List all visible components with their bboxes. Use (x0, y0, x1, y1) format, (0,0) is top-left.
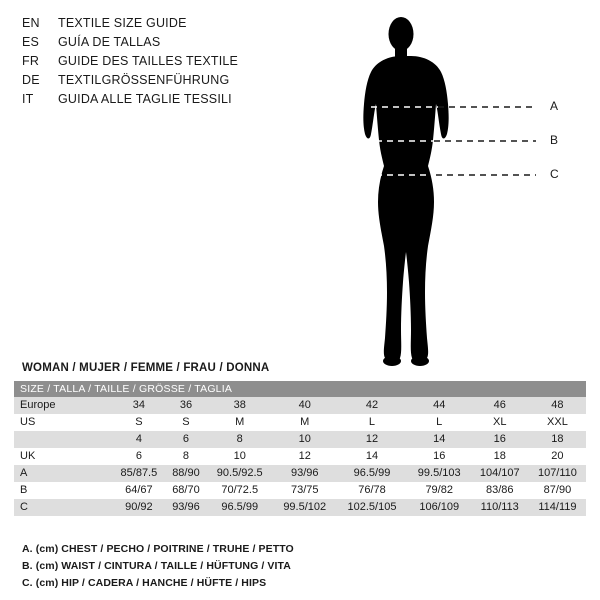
language-title: GUIDE DES TAILLES TEXTILE (58, 54, 239, 68)
row-label: Europe (14, 397, 112, 414)
table-row (14, 397, 586, 414)
language-code: IT (22, 92, 34, 106)
note-chest: A. (cm) CHEST / PECHO / POITRINE / TRUHE / PETTO (22, 543, 294, 555)
table-cell: 8 (206, 431, 273, 448)
table-cell: XXL (529, 414, 586, 431)
table-cell: 40 (273, 397, 336, 414)
table-cell: 90.5/92.5 (206, 465, 273, 482)
table-header-label: SIZE / TALLA / TAILLE / GRÖSSE / TAGLIA (14, 381, 586, 397)
measure-label-a: A (550, 99, 559, 113)
measure-label-c: C (550, 167, 559, 181)
row-label: A (14, 465, 112, 482)
table-cell: 93/96 (166, 499, 206, 516)
table-cell: S (166, 414, 206, 431)
row-label: C (14, 499, 112, 516)
table-cell: M (206, 414, 273, 431)
table-cell: 12 (336, 431, 408, 448)
table-cell: 96.5/99 (206, 499, 273, 516)
table-cell: 99.5/103 (408, 465, 471, 482)
size-table (14, 381, 586, 516)
table-cell: S (112, 414, 166, 431)
table-header-row (14, 381, 586, 397)
table-cell: 96.5/99 (336, 465, 408, 482)
table-row (14, 499, 586, 516)
table-cell: 48 (529, 397, 586, 414)
table-row (14, 431, 586, 448)
row-label: US (14, 414, 112, 431)
table-cell: 8 (166, 448, 206, 465)
note-hip: C. (cm) HIP / CADERA / HANCHE / HÜFTE / HIPS (22, 577, 267, 589)
table-cell: 36 (166, 397, 206, 414)
table-cell: 102.5/105 (336, 499, 408, 516)
table-cell: 88/90 (166, 465, 206, 482)
table-cell: 99.5/102 (273, 499, 336, 516)
language-row (22, 92, 322, 111)
language-row (22, 16, 322, 35)
table-cell: 18 (529, 431, 586, 448)
row-label (14, 431, 112, 448)
table-cell: 87/90 (529, 482, 586, 499)
table-cell: 44 (408, 397, 471, 414)
table-cell: 106/109 (408, 499, 471, 516)
table-cell: 79/82 (408, 482, 471, 499)
table-cell: XL (471, 414, 529, 431)
table-cell: L (336, 414, 408, 431)
table-cell: 85/87.5 (112, 465, 166, 482)
table-cell: 73/75 (273, 482, 336, 499)
table-cell: 4 (112, 431, 166, 448)
gender-heading: WOMAN / MUJER / FEMME / FRAU / DONNA (22, 362, 270, 374)
table-row (14, 465, 586, 482)
table-cell: 42 (336, 397, 408, 414)
table-cell: 90/92 (112, 499, 166, 516)
language-title: TEXTILGRÖSSENFÜHRUNG (58, 73, 230, 87)
language-title: GUÍA DE TALLAS (58, 35, 161, 49)
table-cell: 16 (408, 448, 471, 465)
table-cell: 18 (471, 448, 529, 465)
language-code: DE (22, 73, 40, 87)
language-code: ES (22, 35, 40, 49)
table-cell: M (273, 414, 336, 431)
language-title-list (22, 16, 322, 111)
table-cell: 6 (112, 448, 166, 465)
measure-label-b: B (550, 133, 559, 147)
table-cell: 46 (471, 397, 529, 414)
language-row (22, 54, 322, 73)
table-cell: 70/72.5 (206, 482, 273, 499)
table-cell: 64/67 (112, 482, 166, 499)
table-cell: 104/107 (471, 465, 529, 482)
language-code: EN (22, 16, 40, 30)
table-cell: 76/78 (336, 482, 408, 499)
note-waist: B. (cm) WAIST / CINTURA / TAILLE / HÜFTUNG / VITA (22, 560, 291, 572)
table-row (14, 414, 586, 431)
female-body-silhouette (326, 8, 586, 368)
body-figure (326, 8, 586, 368)
table-cell: 107/110 (529, 465, 586, 482)
table-cell: 10 (273, 431, 336, 448)
table-cell: 114/119 (529, 499, 586, 516)
table-cell: 14 (408, 431, 471, 448)
table-cell: 16 (471, 431, 529, 448)
table-cell: 20 (529, 448, 586, 465)
table-cell: 14 (336, 448, 408, 465)
size-table-wrapper (14, 381, 586, 516)
table-cell: 34 (112, 397, 166, 414)
table-cell: 68/70 (166, 482, 206, 499)
table-cell: 110/113 (471, 499, 529, 516)
table-row (14, 482, 586, 499)
table-cell: 83/86 (471, 482, 529, 499)
row-label: UK (14, 448, 112, 465)
measurement-notes (22, 541, 582, 592)
table-cell: L (408, 414, 471, 431)
language-title: TEXTILE SIZE GUIDE (58, 16, 187, 30)
language-row (22, 73, 322, 92)
language-code: FR (22, 54, 40, 68)
language-row (22, 35, 322, 54)
table-cell: 12 (273, 448, 336, 465)
table-cell: 6 (166, 431, 206, 448)
table-row (14, 448, 586, 465)
table-cell: 38 (206, 397, 273, 414)
language-title: GUIDA ALLE TAGLIE TESSILI (58, 92, 232, 106)
table-cell: 10 (206, 448, 273, 465)
row-label: B (14, 482, 112, 499)
table-cell: 93/96 (273, 465, 336, 482)
